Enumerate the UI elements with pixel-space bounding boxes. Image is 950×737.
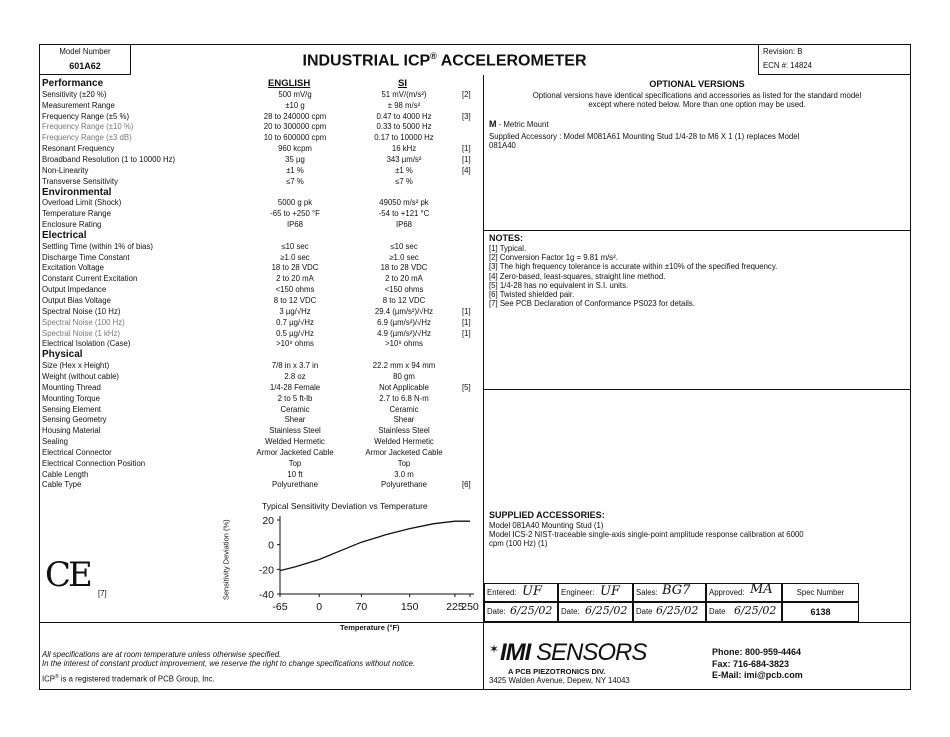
sales-initials: BG7 — [662, 583, 691, 598]
accessory-line-2: Model ICS-2 NIST-traceable single-axis single-point amplitude response calibration at 6000 — [489, 530, 804, 539]
spec-value-english: >10⁸ ohms — [276, 339, 314, 349]
spec-value-si: ≥1.0 sec — [389, 252, 419, 262]
chart-y-tick-label: 0 — [268, 539, 274, 552]
approved-initials: MA — [750, 582, 773, 597]
spec-value-english: Polyurethane — [272, 480, 318, 490]
accessory-line-1: Model 081A40 Mounting Stud (1) — [489, 521, 604, 530]
date-value-1: 6/25/02 — [510, 604, 553, 617]
spec-section-heading: Environmental — [42, 186, 112, 198]
spec-label: Cable Length — [42, 469, 89, 479]
spec-label: Overload Limit (Shock) — [42, 198, 122, 208]
spec-label: Constant Current Excitation — [42, 274, 138, 284]
notes-title: NOTES: — [489, 233, 524, 243]
date-value-3: 6/25/02 — [656, 604, 699, 617]
spec-qualifier: (1 kHz) — [94, 328, 120, 338]
spec-note-ref: [4] — [462, 165, 471, 175]
spec-label: Resonant Frequency — [42, 144, 115, 154]
spec-qualifier: (±10 %) — [106, 122, 134, 132]
spec-label: Electrical Isolation (Case) — [42, 339, 131, 349]
date-label-2: Date: — [561, 607, 580, 616]
spec-qualifier: (100 Hz) — [94, 317, 125, 327]
spec-label: Measurement Range — [42, 100, 115, 110]
email: E-Mail: imi@pcb.com — [712, 670, 803, 680]
spec-value-english: 28 to 240000 cpm — [263, 111, 327, 121]
ce-mark-icon: CE — [45, 555, 90, 595]
spec-value-si: 51 mV/(m/s²) — [381, 89, 427, 99]
spec-value-english: 20 to 300000 cpm — [263, 122, 327, 132]
spec-note-ref: [1] — [462, 328, 471, 338]
note-item: [4] Zero-based, least-squares, straight line method. — [489, 271, 666, 281]
fax: Fax: 716-684-3823 — [712, 659, 790, 669]
spec-qualifier: (±3 dB) — [106, 133, 132, 143]
spec-value-si: ≤7 % — [395, 176, 413, 186]
spec-value-english: ±1 % — [286, 165, 304, 175]
imi-sensors-logo: IMI SENSORS — [500, 639, 647, 666]
date-value-4: 6/25/02 — [734, 604, 777, 617]
spec-value-english: 1/4-28 Female — [269, 382, 321, 392]
spec-label: Spectral Noise (100 Hz) — [42, 317, 125, 327]
chart-x-label: Temperature (°F) — [340, 623, 400, 632]
spec-label: Settling Time (within 1% of bias) — [42, 241, 153, 251]
spec-label: Enclosure Rating — [42, 220, 102, 230]
note-item: [3] The high frequency tolerance is accurate within ±10% of the specified frequency. — [489, 262, 778, 272]
note-item: [6] Twisted shielded pair. — [489, 290, 575, 299]
engineer-initials: UF — [600, 584, 620, 599]
note-item: [7] See PCB Declaration of Conformance PS023 for details. — [489, 299, 695, 309]
spec-label: Electrical Connection Position — [42, 458, 146, 468]
note-item: [1] Typical. — [489, 244, 527, 253]
sales-label: Sales: — [636, 588, 658, 597]
trademark-line: ICP® is a registered trademark of PCB Group, Inc. — [42, 674, 215, 684]
model-number-label: Model Number — [59, 47, 111, 56]
spec-label: Frequency Range (±3 dB) — [42, 133, 132, 143]
spec-value-english: 18 to 28 VDC — [271, 263, 319, 273]
spec-label: Housing Material — [42, 426, 101, 436]
spec-value-si: 22.2 mm x 94 mm — [372, 361, 436, 371]
spec-value-english: 5000 g pk — [277, 198, 313, 208]
footer-line-1: All specifications are at room temperature unless otherwise specified. — [42, 650, 282, 659]
spec-value-si: 49050 m/s² pk — [379, 198, 429, 208]
chart-y-label: Sensitivity Deviation (%) — [221, 519, 231, 601]
spec-value-si: Welded Hermetic — [374, 437, 434, 447]
chart-x-tick-label: 250 — [461, 601, 479, 613]
spec-value-english: 0.5 µg/√Hz — [276, 328, 314, 338]
spec-value-english: 3 µg/√Hz — [279, 306, 311, 316]
spec-label: Sensing Element — [42, 404, 101, 414]
optional-title: OPTIONAL VERSIONS — [649, 79, 745, 89]
spec-label: Output Bias Voltage — [42, 296, 111, 305]
spec-value-si: ≤10 sec — [390, 241, 418, 251]
spec-label: Cable Type — [42, 480, 82, 490]
spec-value-si: 6.9 (µm/s²)/√Hz — [377, 317, 431, 327]
spec-value-si: ± 98 m/s² — [387, 100, 421, 110]
date-label-4: Date — [709, 607, 726, 616]
spec-value-english: <150 ohms — [275, 285, 315, 295]
chart-y-tick-label: -40 — [258, 589, 274, 601]
approved-label: Approved: — [709, 588, 745, 597]
spec-label: Frequency Range (±10 %) — [42, 122, 134, 132]
spec-section-heading: Electrical — [42, 229, 87, 241]
notes-top-rule — [483, 230, 911, 231]
spec-note-ref: [6] — [462, 480, 471, 490]
ce-note: [7] — [98, 589, 107, 598]
spec-number-value: 6138 — [810, 607, 831, 617]
spec-label: Spectral Noise (10 Hz) — [42, 306, 121, 316]
spec-label: Sealing — [42, 437, 69, 447]
spec-value-si: Armor Jacketed Cable — [365, 447, 443, 457]
spec-label: Spectral Noise (1 kHz) — [42, 328, 120, 338]
spec-qualifier: (10 Hz) — [94, 306, 121, 316]
spec-note-ref: [3] — [462, 111, 471, 121]
spec-section-heading: Physical — [42, 349, 83, 361]
note-item: [2] Conversion Factor 1g = 9.81 m/s². — [489, 253, 618, 263]
accessory-line-3: cpm (100 Hz) (1) — [489, 539, 548, 548]
entered-label: Entered: — [487, 588, 517, 597]
spec-value-si: 2.7 to 6.8 N-m — [379, 393, 429, 403]
spec-label: Excitation Voltage — [42, 263, 104, 273]
spec-note-ref: [2] — [462, 89, 471, 99]
entered-initials: UF — [522, 584, 542, 599]
spec-value-english: IP68 — [286, 220, 304, 230]
chart-y-tick-label: -20 — [258, 564, 274, 577]
spec-value-si: Shear — [393, 415, 415, 425]
sensitivity-temperature-chart — [235, 512, 480, 632]
spec-value-si: 343 µm/s² — [386, 154, 422, 164]
spec-value-si: <150 ohms — [384, 285, 424, 295]
phone: Phone: 800-959-4464 — [712, 647, 802, 657]
spec-value-si: 4.9 (µm/s²)/√Hz — [377, 328, 431, 338]
optional-intro-2: except where noted below. More than one option may be used. — [588, 100, 806, 109]
spec-note-ref: [1] — [462, 144, 471, 154]
logo-subtitle: A PCB PIEZOTRONICS DIV. — [508, 667, 606, 676]
spec-value-si: Polyurethane — [381, 480, 427, 490]
spec-value-si: Not Applicable — [379, 382, 429, 392]
spec-value-english: Armor Jacketed Cable — [256, 447, 334, 457]
spec-value-english: Top — [288, 458, 302, 468]
spec-value-english: Ceramic — [280, 404, 310, 414]
model-number-value: 601A62 — [69, 61, 101, 71]
spec-value-english: 2 to 5 ft-lb — [277, 393, 313, 403]
spec-value-si: IP68 — [395, 220, 413, 230]
spec-value-si: 2 to 20 mA — [385, 274, 423, 284]
engineer-label: Engineer: — [561, 588, 595, 597]
ecn-text: ECN #: 14824 — [763, 61, 812, 70]
spec-value-si: 80 gm — [393, 371, 415, 381]
notes-bottom-rule — [483, 389, 911, 390]
spec-label: Size (Hex x Height) — [42, 361, 110, 371]
spec-value-english: 500 mV/g — [278, 89, 312, 99]
spec-qualifier: (±5 %) — [106, 111, 130, 121]
date-value-2: 6/25/02 — [585, 604, 628, 617]
col-head-si: SI — [398, 78, 407, 89]
footer-line-2: In the interest of constant product improvement, we reserve the right to change specifications without notice. — [42, 659, 416, 668]
col-head-english: ENGLISH — [268, 78, 311, 89]
spec-value-english: ≥1.0 sec — [280, 252, 310, 262]
spec-label: Temperature Range — [42, 209, 111, 219]
spec-value-english: 10 to 600000 cpm — [263, 133, 327, 143]
date-label-1: Date: — [487, 607, 506, 616]
spec-value-english: ±10 g — [285, 100, 305, 110]
spec-value-english: 960 kcpm — [278, 144, 312, 154]
spec-label: Frequency Range (±5 %) — [42, 111, 130, 121]
logo-star-icon: ✶ — [489, 642, 500, 656]
spec-note-ref: [1] — [462, 306, 471, 316]
spec-label: Mounting Torque — [42, 393, 100, 403]
spec-value-si: 18 to 28 VDC — [380, 263, 428, 273]
spec-label: Mounting Thread — [42, 382, 101, 392]
spec-label: Sensitivity (±20 %) — [42, 89, 107, 99]
spec-qualifier: (within 1% of bias) — [89, 241, 153, 251]
spec-value-si: Ceramic — [389, 404, 419, 414]
spec-value-english: 7/8 in x 3.7 in — [271, 361, 319, 371]
spec-value-english: -65 to +250 °F — [270, 209, 320, 219]
spec-value-english: Welded Hermetic — [265, 437, 325, 447]
spec-qualifier: (without cable) — [68, 371, 120, 381]
spec-value-english: Stainless Steel — [269, 426, 321, 436]
option-m-line-2: 081A40 — [489, 141, 516, 150]
spec-value-si: 16 kHz — [391, 144, 417, 154]
company-address: 3425 Walden Avenue, Depew, NY 14043 — [489, 676, 630, 685]
spec-value-si: -54 to +121 °C — [378, 209, 430, 219]
spec-note-ref: [1] — [462, 154, 471, 164]
page-title: INDUSTRIAL ICP® ACCELEROMETER — [302, 51, 587, 70]
spec-label: Discharge Time Constant — [42, 252, 130, 262]
spec-note-ref: [1] — [462, 317, 471, 327]
spec-value-english: 10 ft — [287, 469, 303, 479]
spec-qualifier: (±20 %) — [79, 89, 107, 99]
note-item: [5] 1/4-28 has no equivalent in S.I. units. — [489, 280, 629, 290]
spec-section-heading: Performance — [42, 78, 104, 89]
spec-value-si: 0.47 to 4000 Hz — [376, 111, 432, 121]
spec-value-si: 8 to 12 VDC — [382, 296, 426, 305]
spec-label: Sensing Geometry — [42, 415, 107, 425]
chart-x-tick-label: 70 — [355, 601, 368, 613]
spec-value-english: 0.7 µg/√Hz — [276, 317, 314, 327]
optional-intro-1: Optional versions have identical specifications and accessories as listed for the standard model — [532, 91, 862, 100]
spec-label: Output Impedance — [42, 285, 107, 295]
spec-value-english: Shear — [284, 415, 306, 425]
chart-x-tick-label: -65 — [272, 601, 288, 613]
option-m-line-1: Supplied Accessory : Model M081A61 Mounting Stud 1/4-28 to M6 X 1 (1) replaces Model — [489, 132, 800, 141]
accessories-title: SUPPLIED ACCESSORIES: — [489, 510, 605, 520]
spec-value-si: >10⁸ ohms — [385, 339, 423, 349]
date-label-3: Date — [636, 607, 653, 616]
spec-number-label: Spec Number — [796, 588, 845, 597]
spec-value-si: 0.33 to 5000 Hz — [376, 122, 432, 132]
spec-label: Broadband Resolution (1 to 10000 Hz) — [42, 154, 176, 164]
spec-value-si: Stainless Steel — [378, 426, 430, 436]
chart-y-tick-label: 20 — [262, 515, 274, 527]
spec-value-english: ≤10 sec — [281, 241, 309, 251]
spec-value-english: 8 to 12 VDC — [273, 296, 317, 305]
revision-text: Revision: B — [763, 47, 803, 56]
spec-qualifier: (Shock) — [94, 198, 122, 208]
spec-value-si: ±1 % — [395, 165, 413, 175]
spec-qualifier: (1 to 10000 Hz) — [121, 154, 176, 164]
spec-label: Non-Linearity — [42, 165, 89, 175]
spec-label: Transverse Sensitivity — [42, 176, 118, 186]
spec-value-si: 3.0 m — [394, 469, 414, 479]
chart-series-line — [280, 521, 470, 570]
spec-label: Electrical Connector — [42, 447, 112, 457]
spec-label: Weight (without cable) — [42, 371, 120, 381]
chart-x-tick-label: 150 — [400, 601, 419, 613]
spec-value-si: 29.4 (µm/s²)/√Hz — [374, 306, 434, 316]
chart-x-tick-label: 0 — [316, 601, 323, 613]
spec-qualifier: (Case) — [107, 339, 131, 349]
spec-value-english: 2 to 20 mA — [276, 274, 314, 284]
spec-value-english: 2.8 oz — [284, 371, 306, 381]
spec-note-ref: [5] — [462, 382, 471, 392]
spec-value-si: Top — [397, 458, 411, 468]
chart-title: Typical Sensitivity Deviation vs Temperature — [262, 501, 428, 511]
spec-value-si: 0.17 to 10000 Hz — [374, 133, 434, 143]
option-m: M - Metric Mount — [489, 119, 549, 129]
spec-value-english: ≤7 % — [286, 176, 304, 186]
spec-value-english: 35 µg — [285, 154, 305, 164]
chart-x-tick-label: 225 — [446, 601, 464, 613]
